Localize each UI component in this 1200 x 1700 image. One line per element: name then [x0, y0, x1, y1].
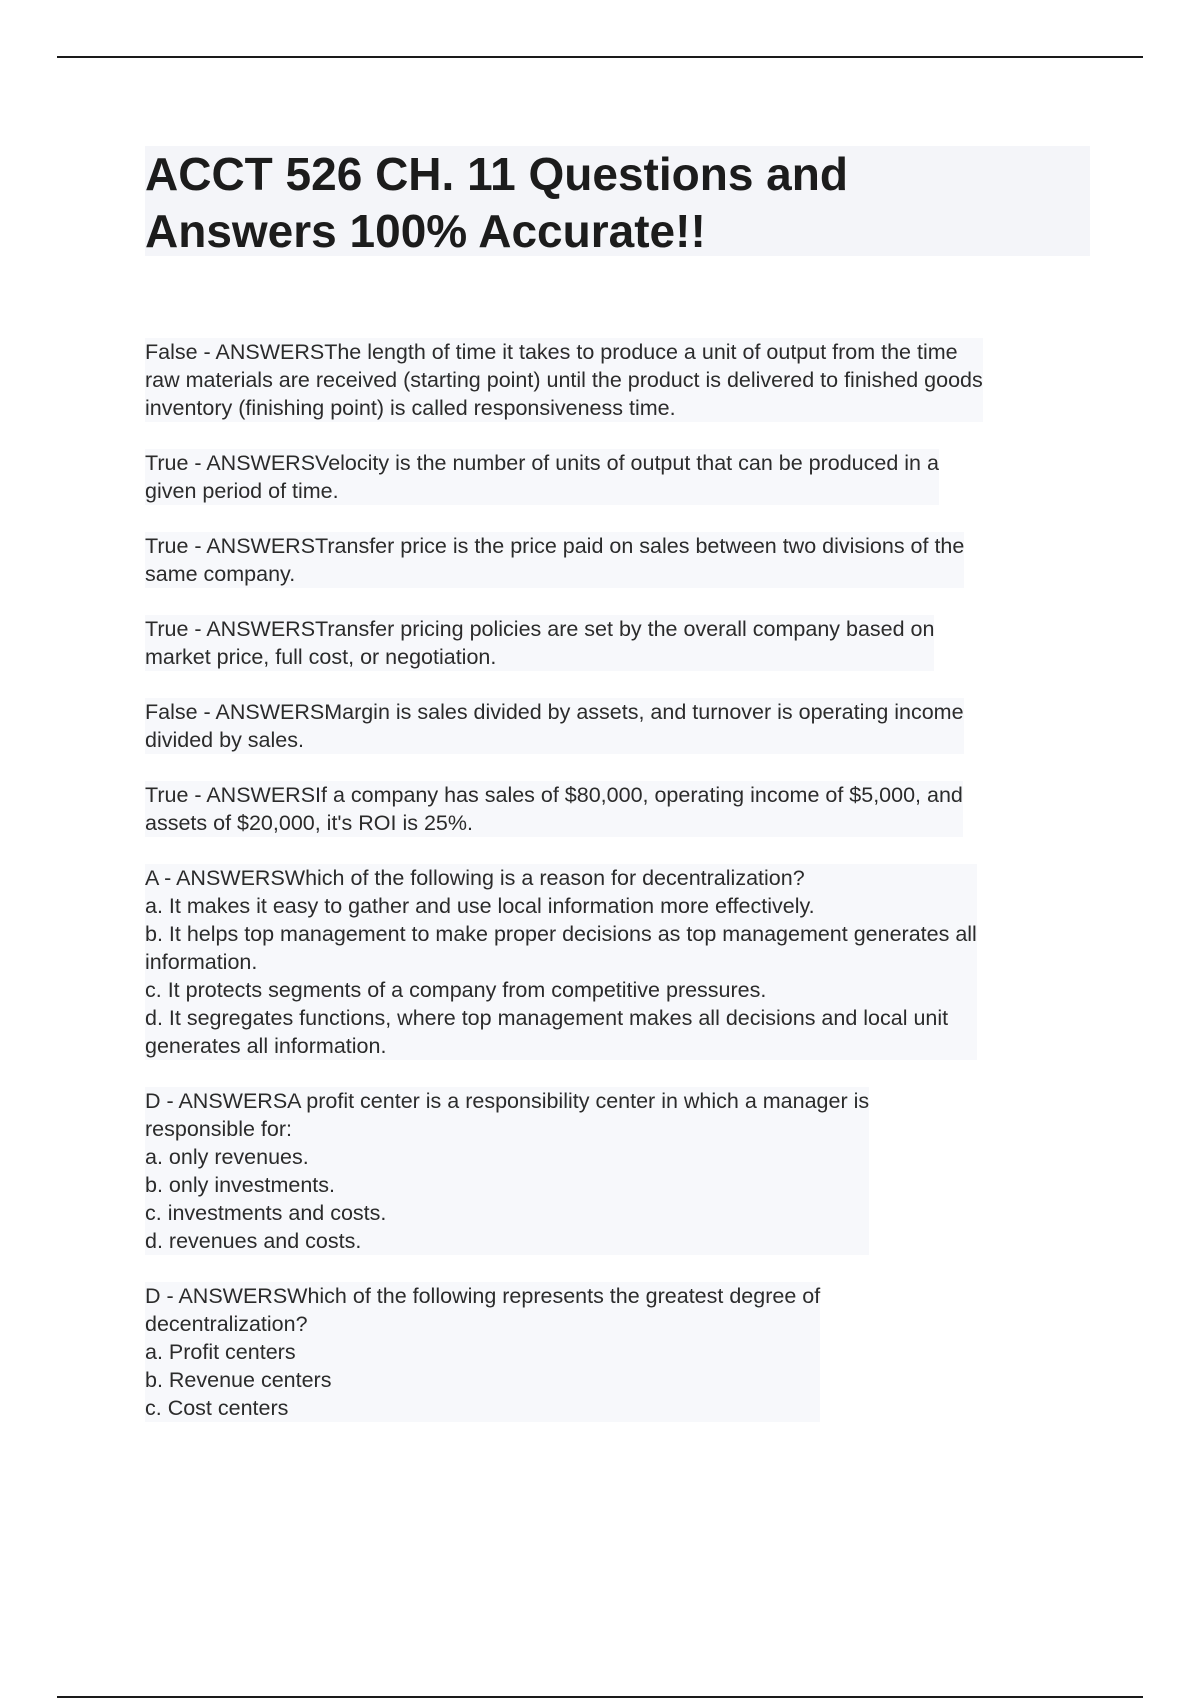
qa-item: [145, 1282, 820, 1422]
qa-line: given period of time.: [145, 479, 339, 503]
top-rule: [57, 56, 1143, 58]
qa-line: b. only investments.: [145, 1173, 336, 1197]
qa-line: c. It protects segments of a company from competitive pressures.: [145, 978, 767, 1002]
qa-item: [145, 698, 964, 754]
title-block: [145, 146, 1090, 256]
qa-line: d. revenues and costs.: [145, 1229, 362, 1253]
qa-item: [145, 532, 964, 588]
qa-item: [145, 615, 934, 671]
qa-line: information.: [145, 950, 258, 974]
qa-line: market price, full cost, or negotiation.: [145, 645, 497, 669]
qa-line: assets of $20,000, it's ROI is 25%.: [145, 811, 473, 835]
qa-line: D - ANSWERSWhich of the following represents the greatest degree of: [145, 1284, 821, 1308]
qa-line: True - ANSWERSIf a company has sales of $80,000, operating income of $5,000, and: [145, 783, 963, 807]
qa-line: A - ANSWERSWhich of the following is a reason for decentralization?: [145, 866, 805, 890]
qa-line: D - ANSWERSA profit center is a responsibility center in which a manager is: [145, 1089, 870, 1113]
qa-line: True - ANSWERSVelocity is the number of units of output that can be produced in a: [145, 451, 939, 475]
qa-line: b. Revenue centers: [145, 1368, 332, 1392]
qa-line: generates all information.: [145, 1034, 387, 1058]
qa-list: [145, 338, 1095, 1449]
qa-line: raw materials are received (starting point) until the product is delivered to finished goods: [145, 368, 983, 392]
qa-line: inventory (finishing point) is called responsiveness time.: [145, 396, 676, 420]
qa-line: a. It makes it easy to gather and use local information more effectively.: [145, 894, 815, 918]
qa-line: False - ANSWERSMargin is sales divided by assets, and turnover is operating income: [145, 700, 964, 724]
page-title: [145, 146, 1090, 260]
qa-line: a. Profit centers: [145, 1340, 296, 1364]
qa-line: c. Cost centers: [145, 1396, 289, 1420]
qa-line: True - ANSWERSTransfer price is the price paid on sales between two divisions of the: [145, 534, 965, 558]
bottom-rule: [57, 1696, 1143, 1698]
qa-item: [145, 864, 977, 1060]
qa-line: False - ANSWERSThe length of time it takes to produce a unit of output from the time: [145, 340, 958, 364]
qa-line: b. It helps top management to make proper decisions as top management generates all: [145, 922, 977, 946]
qa-item: [145, 781, 963, 837]
qa-item: [145, 338, 983, 422]
qa-line: d. It segregates functions, where top management makes all decisions and local unit: [145, 1006, 949, 1030]
qa-line: decentralization?: [145, 1312, 308, 1336]
page-title-line: Answers 100% Accurate!!: [145, 205, 706, 257]
page-title-line: ACCT 526 CH. 11 Questions and: [145, 148, 848, 200]
qa-item: [145, 449, 939, 505]
qa-line: a. only revenues.: [145, 1145, 309, 1169]
qa-item: [145, 1087, 869, 1255]
qa-line: divided by sales.: [145, 728, 304, 752]
qa-line: c. investments and costs.: [145, 1201, 387, 1225]
qa-line: same company.: [145, 562, 296, 586]
qa-line: responsible for:: [145, 1117, 292, 1141]
qa-line: True - ANSWERSTransfer pricing policies are set by the overall company based on: [145, 617, 935, 641]
